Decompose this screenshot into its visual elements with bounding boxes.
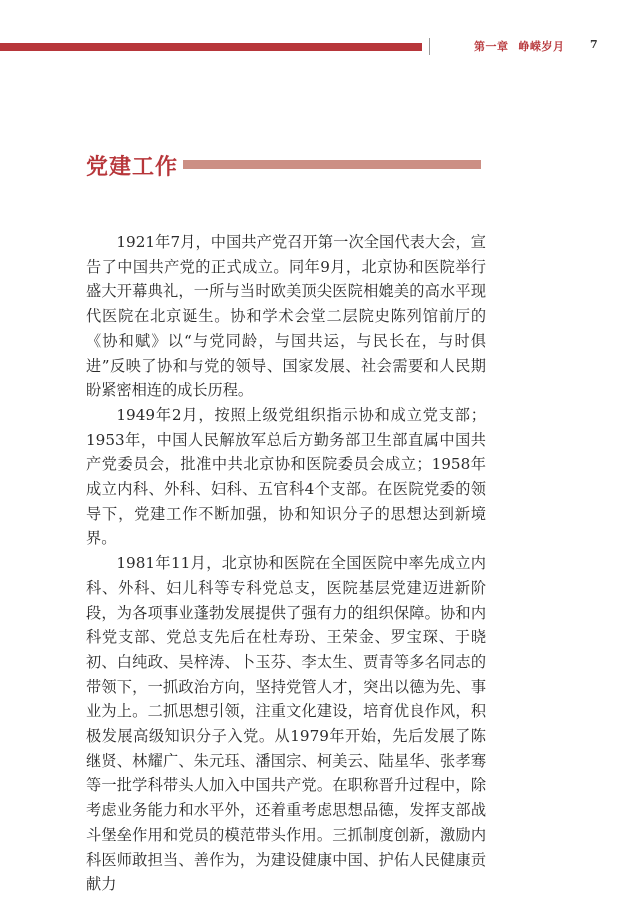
chapter-label: 第一章 [474,40,509,53]
chapter-title: 峥嵘岁月 [518,40,565,53]
paragraph: 1981年11月，北京协和医院在全国医院中率先成立内科、外科、妇儿科等专科党总支，医院基层党建迈进新阶段，为各项事业蓬勃发展提供了强有力的组织保障。协和内科党支部、党总支先后在杜寿玢、王荣金、罗宝琛、于晓初、白纯政、吴梓涛、卜玉芬、李太生、贾青等多名同志的带领下，一抓政治方向，坚持党管人才，突出以德为先、事业为上。二抓思想引领，注重文化建设，培育优良作风，积极发展高级知识分子入党。从1979年开始，先后发展了陈继贤、林耀广、朱元珏、潘国宗、柯美云、陆星华、张孝骞等一批学科带头人加入中国共产党。在职称晋升过程中，除考虑业务能力和水平外，还着重考虑思想品德，发挥支部战斗堡垒作用和党员的模范带头作用。三抓制度创新，激励内科医师敢担当、善作为，为建设健康中国、护佑人民健康贡献力 [86,554,486,894]
page-number: 7 [590,38,598,51]
header-divider [429,38,430,55]
running-head [474,38,565,54]
header-accent-bar [0,43,422,51]
section-title: 党建工作 [86,154,179,180]
paragraph: 1921年7月，中国共产党召开第一次全国代表大会，宣告了中国共产党的正式成立。同年9月，北京协和医院举行盛大开幕典礼，一所与当时欧美顶尖医院相媲美的高水平现代医院在北京诞生。协和学术会堂二层院史陈列馆前厅的《协和赋》以“与党同龄，与国共运，与民长在，与时俱进”反映了协和与党的领导、国家发展、社会需要和人民期盼紧密相连的成长历程。 [86,233,486,400]
body-text [86,230,486,897]
paragraph: 1949年2月，按照上级党组织指示协和成立党支部；1953年，中国人民解放军总后方勤务部卫生部直属中国共产党委员会，批准中共北京协和医院委员会成立；1958年成立内科、外科、妇科、五官科4个支部。在医院党委的领导下，党建工作不断加强，协和知识分子的思想达到新境界。 [86,405,486,548]
section-title-bar [183,160,481,169]
